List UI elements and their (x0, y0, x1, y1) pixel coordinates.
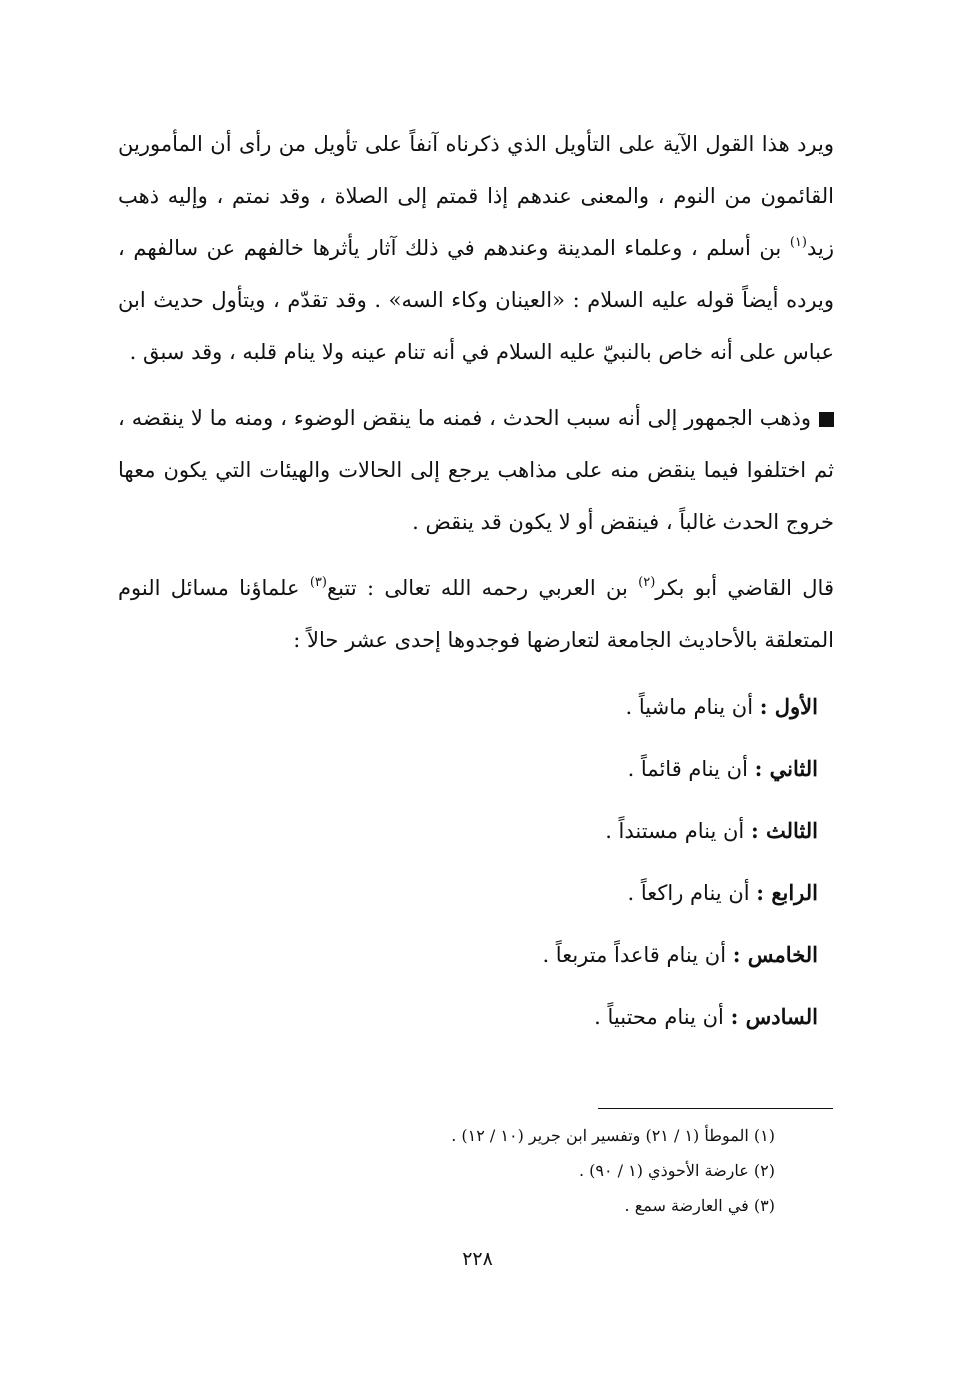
footnote-ref-2[interactable]: (٢) (638, 575, 656, 590)
paragraph-3-text-c: علماؤنا مسائل النوم المتعلقة بالأحاديث الجامعة لتعارضها فوجدوها إحدى عشر حالاً : (118, 576, 834, 652)
list-item-label: الخامس : (732, 942, 818, 967)
list-item (118, 862, 818, 924)
list-item (118, 676, 818, 738)
paragraph-2-text: وذهب الجمهور إلى أنه سبب الحدث ، فمنه ما ينقض الوضوء ، ومنه ما لا ينقضه ، ثم اختلفوا فيما ينقض منه على مذاهب يرجع إلى الحالات والهيئات التي يكون معها خروج الحدث غالباً ، فينقض أو لا يكون قد ينقض . (118, 406, 834, 534)
footnote-1: (١) الموطأ (١ / ٢١) وتفسير ابن جرير (١٠ / ١٢) . (451, 1126, 775, 1145)
footnote-2: (٢) عارضة الأحوذي (١ / ٩٠) . (578, 1161, 775, 1180)
list-item-label: الرابع : (756, 880, 818, 905)
footnote-ref-1[interactable]: (١) (789, 235, 807, 250)
list-item-text: أن ينام قائماً . (627, 757, 755, 781)
footnotes (451, 1118, 775, 1223)
list-item-label: الثاني : (754, 756, 818, 781)
states-list (118, 676, 834, 1048)
list-item-label: الثالث : (750, 818, 818, 843)
list-item-text: أن ينام محتبياً . (594, 1005, 731, 1029)
list-item (118, 800, 818, 862)
footnote-divider (598, 1108, 833, 1109)
list-item-label: الأول : (759, 694, 818, 719)
paragraph-1-text-a: ويرد هذا القول الآية على التأويل الذي ذكرناه آنفاً على تأويل من رأى أن المأمورين القائمون من النوم ، والمعنى عندهم إذا قمتم إلى الصلاة ، وقد نمتم ، وإليه ذهب زيد (118, 132, 834, 260)
paragraph-3 (118, 562, 834, 666)
page-number: ٢٢٨ (462, 1248, 493, 1270)
square-bullet-icon (819, 412, 834, 427)
list-item-label: السادس : (730, 1004, 818, 1029)
paragraph-3-text-b: بن العربي رحمه الله تعالى : تتبع (326, 576, 639, 600)
list-item (118, 986, 818, 1048)
paragraph-3-text-a: قال القاضي أبو بكر (655, 576, 834, 600)
footnote-ref-3[interactable]: (٣) (309, 575, 327, 590)
paragraph-1 (118, 118, 834, 378)
list-item (118, 738, 818, 800)
list-item-text: أن ينام راكعاً . (627, 881, 757, 905)
list-item-text: أن ينام ماشياً . (625, 695, 760, 719)
page-body (118, 118, 834, 1048)
list-item-text: أن ينام مستنداً . (605, 819, 751, 843)
list-item (118, 924, 818, 986)
paragraph-1-text-b: بن أسلم ، وعلماء المدينة وعندهم في ذلك آثار يأثرها خالفهم عن سالفهم ، ويرده أيضاً قوله عليه السلام : «العينان وكاء السه» . وقد تقدّم ، ويتأول حديث ابن عباس على أنه خاص بالنبيّ عليه السلام في أنه تنام عينه ولا ينام قلبه ، وقد سبق . (118, 236, 834, 364)
paragraph-2 (118, 392, 834, 548)
list-item-text: أن ينام قاعداً متربعاً . (542, 943, 733, 967)
footnote-3: (٣) في العارضة سمع . (624, 1196, 775, 1215)
